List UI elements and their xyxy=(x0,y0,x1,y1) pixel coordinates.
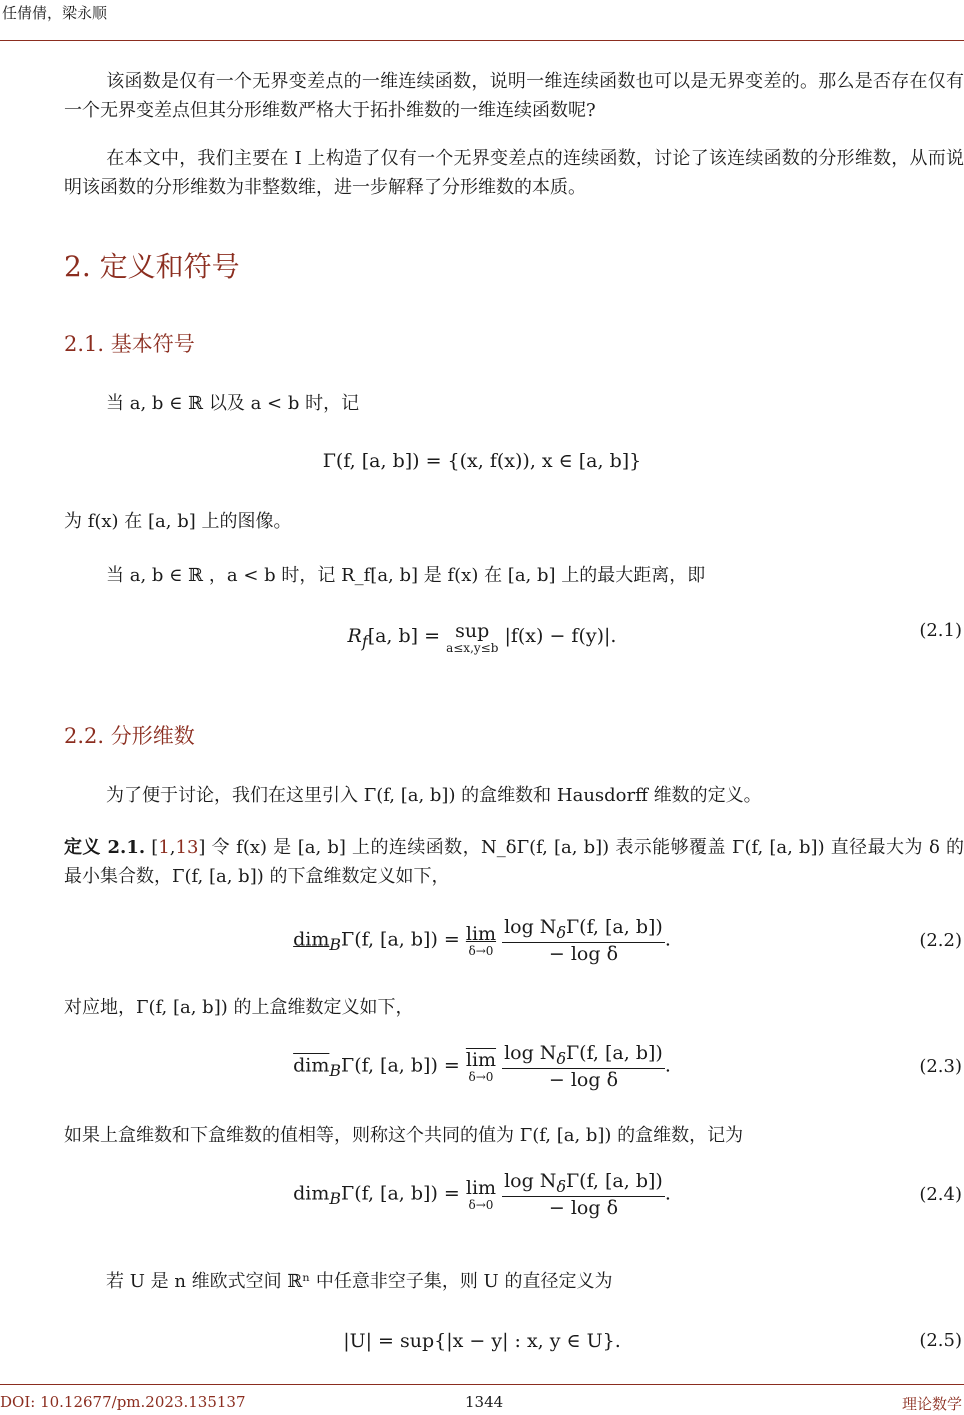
equation-number: (2.4) xyxy=(919,1184,962,1205)
subsection-2-1-title: 2.1. 基本符号 xyxy=(64,332,195,356)
sub22-paragraph-upper: 对应地，Γ(f, [a, b]) 的上盒维数定义如下， xyxy=(64,997,414,1018)
intro-paragraph-2: 在本文中，我们主要在 I 上构造了仅有一个无界变差点的连续函数，讨论了该连续函数的分形维数，从而说明该函数的分形维数为非整数维，进一步解释了分形维数的本质。 xyxy=(64,148,964,198)
page-header xyxy=(0,0,964,41)
definition-2-1: 定义 2.1. [1,13] 令 f(x) 是 [a, b] 上的连续函数，N_δΓ(f, [a, b]) 表示能够覆盖 Γ(f, [a, b]) 直径最大为 δ 的最小集合数，Γ(f, [a, b]) 的下盒维数定义如下， xyxy=(64,837,964,887)
header-authors: 任倩倩，梁永顺 xyxy=(2,4,108,22)
doi-link[interactable]: DOI: 10.12677/pm.2023.135137 xyxy=(0,1393,246,1411)
equation-2-2: dim$_B$Γ(f, [a, b]) = lim δ→0 $\frac{\log N_\delta\Gamma(f, [a, b])}{\text{− log δ}}$ . (2.2) xyxy=(293,916,962,965)
journal-name: 理论数学 xyxy=(901,1395,962,1413)
subsection-2-2-title: 2.2. 分形维数 xyxy=(64,724,195,748)
equation-2-1: $R_f[a$, b] = sup a≤x,y≤b |f(x) − f(y)|. (2.1) xyxy=(347,620,962,655)
equation-number: (2.2) xyxy=(919,930,962,951)
citation-link[interactable]: 1 xyxy=(158,837,170,858)
sub21-paragraph-3: 当 a, b ∈ ℝ ，a < b 时，记 R_f[a, b] 是 f(x) 在 [a, b] 上的最大距离，即 xyxy=(106,565,706,586)
intro-paragraph-1: 该函数是仅有一个无界变差点的一维连续函数，说明一维连续函数也可以是无界变差的。那么是否存在仅有一个无界变差点但其分形维数严格大于拓扑维数的一维连续函数呢? xyxy=(64,71,964,121)
equation-number: (2.1) xyxy=(919,620,962,641)
page-footer xyxy=(0,1384,964,1415)
sub21-paragraph-2: 为 f(x) 在 [a, b] 上的图像。 xyxy=(64,511,292,532)
sub22-paragraph-equal: 如果上盒维数和下盒维数的值相等，则称这个共同的值为 Γ(f, [a, b]) 的盒维数，记为 xyxy=(64,1125,744,1146)
sub21-paragraph-1: 当 a, b ∈ ℝ 以及 a < b 时，记 xyxy=(106,393,360,414)
equation-number: (2.3) xyxy=(919,1056,962,1077)
sub22-paragraph-diameter: 若 U 是 n 维欧式空间 ℝⁿ 中任意非空子集，则 U 的直径定义为 xyxy=(106,1271,613,1292)
citation-link[interactable]: 13 xyxy=(175,837,199,858)
equation-2-3: $\overline{dim}_B\Gamma(f$, [a, $b]) = \overline{lim}$ δ→0 $\frac{\log N_\delta\Gamma(f, [a, b])}{\text{− log δ}}$ . (2.3) xyxy=(293,1042,962,1091)
equation-2-4: dim$_B$Γ(f, [a, b]) = lim δ→0 $\frac{\log N_\delta\Gamma(f, [a, b])}{\text{− log δ}}$ . (2.4) xyxy=(293,1170,962,1219)
sub22-paragraph-1: 为了便于讨论，我们在这里引入 Γ(f, [a, b]) 的盒维数和 Hausdorff 维数的定义。 xyxy=(106,785,762,806)
equation-number: (2.5) xyxy=(919,1330,962,1351)
section-2-title: 2. 定义和符号 xyxy=(64,250,240,283)
page-number: 1344 xyxy=(465,1393,504,1411)
